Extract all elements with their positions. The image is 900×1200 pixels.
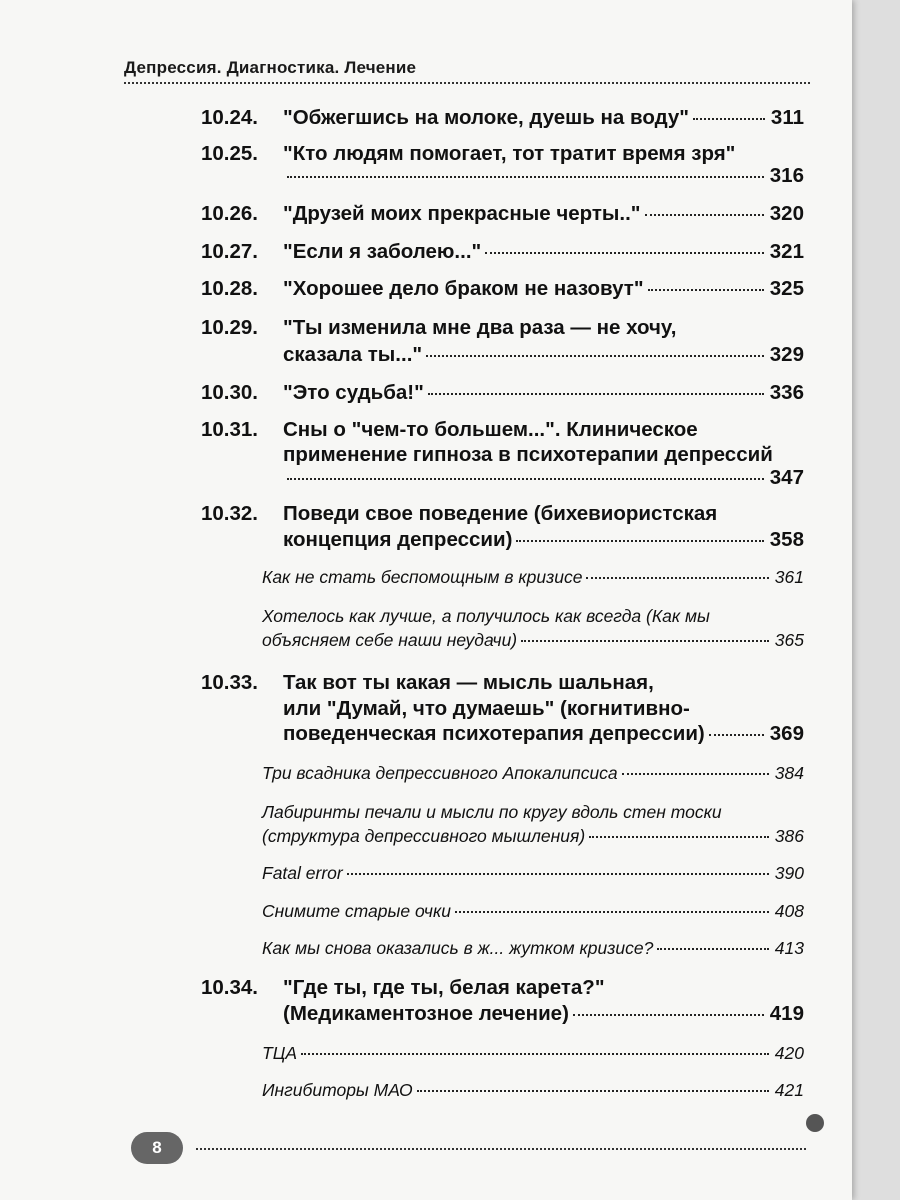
toc-leader-dots bbox=[287, 478, 764, 480]
toc-title: Три всадника депрессивного Апокалипсиса bbox=[262, 763, 618, 783]
toc-subentry-continued[interactable] bbox=[0, 826, 852, 847]
toc-leader-dots bbox=[417, 1090, 769, 1092]
toc-title-line-2: (Медикаментозное лечение) bbox=[283, 1002, 569, 1025]
toc-number: 10.34. bbox=[201, 976, 258, 999]
toc-subentry[interactable] bbox=[0, 802, 852, 823]
toc-entry-10-24[interactable] bbox=[0, 106, 852, 130]
toc-title: Как не стать беспомощным в кризисе bbox=[262, 567, 583, 587]
toc-leader-dots bbox=[287, 176, 764, 178]
footer-dotted-rule bbox=[196, 1148, 806, 1150]
toc-page-number: 320 bbox=[769, 202, 804, 225]
toc-title-line-2: объясняем себе наши неудачи) bbox=[262, 630, 518, 650]
toc-number: 10.29. bbox=[201, 316, 258, 339]
toc-leader-dots bbox=[589, 836, 769, 838]
toc-leader-dots bbox=[648, 289, 764, 291]
toc-title: ТЦА bbox=[262, 1043, 298, 1063]
toc-title-line-2: или "Думай, что думаешь" (когнитивно- bbox=[283, 697, 690, 720]
toc-entry-10-33-line-2[interactable] bbox=[0, 697, 852, 721]
toc-leader-dots bbox=[573, 1014, 764, 1016]
toc-title: "Если я заболею..." bbox=[283, 240, 482, 263]
toc-title: Ингибиторы МАО bbox=[262, 1080, 413, 1100]
toc-page-number: 329 bbox=[769, 343, 804, 366]
toc-entry-10-25-continued[interactable] bbox=[0, 164, 852, 188]
toc-leader-dots bbox=[645, 214, 764, 216]
toc-page-number: 316 bbox=[769, 164, 804, 187]
toc-subentry[interactable] bbox=[0, 863, 852, 884]
toc-leader-dots bbox=[301, 1053, 769, 1055]
toc-entry-10-26[interactable] bbox=[0, 202, 852, 226]
toc-title-line-1: Поведи свое поведение (бихевиористская bbox=[283, 502, 718, 525]
toc-page-number: 421 bbox=[774, 1080, 804, 1100]
toc-subentry[interactable] bbox=[0, 1080, 852, 1101]
toc-page-number: 325 bbox=[769, 277, 804, 300]
toc-leader-dots bbox=[521, 640, 769, 642]
toc-number: 10.31. bbox=[201, 418, 258, 441]
toc-number: 10.26. bbox=[201, 202, 258, 225]
toc-title-line-2: (структура депрессивного мышления) bbox=[262, 826, 586, 846]
toc-title-line-1: Сны о "чем-то большем...". Клиническое bbox=[283, 418, 698, 441]
toc-entry-10-33[interactable] bbox=[0, 671, 852, 695]
toc-entry-10-33-continued[interactable] bbox=[0, 722, 852, 746]
toc-page-number: 420 bbox=[774, 1043, 804, 1063]
toc-title-line-1: Лабиринты печали и мысли по кругу вдоль стен тоски bbox=[262, 802, 722, 822]
toc-number: 10.24. bbox=[201, 106, 258, 129]
toc-page-number: 390 bbox=[774, 863, 804, 883]
toc-entry-10-34[interactable] bbox=[0, 976, 852, 1000]
toc-page-number: 384 bbox=[774, 763, 804, 783]
toc-number: 10.25. bbox=[201, 142, 258, 165]
toc-leader-dots bbox=[709, 734, 764, 736]
toc-page-number: 311 bbox=[770, 106, 804, 129]
toc-subentry[interactable] bbox=[0, 763, 852, 784]
toc-entry-10-28[interactable] bbox=[0, 277, 852, 301]
toc-page-number: 413 bbox=[774, 938, 804, 958]
toc-entry-10-25[interactable] bbox=[0, 142, 852, 166]
toc-title: "Это судьба!" bbox=[283, 381, 424, 404]
decorative-dot bbox=[806, 1114, 824, 1132]
toc-entry-10-27[interactable] bbox=[0, 240, 852, 264]
toc-entry-10-32-continued[interactable] bbox=[0, 528, 852, 552]
toc-number: 10.32. bbox=[201, 502, 258, 525]
toc-entry-10-30[interactable] bbox=[0, 381, 852, 405]
toc-subentry[interactable] bbox=[0, 567, 852, 588]
toc-leader-dots bbox=[516, 540, 763, 542]
toc-entry-10-31-line-2[interactable] bbox=[0, 443, 852, 467]
toc-title-line-2: концепция депрессии) bbox=[283, 528, 513, 551]
toc-subentry[interactable] bbox=[0, 1043, 852, 1064]
toc-page-number: 361 bbox=[774, 567, 804, 587]
toc-leader-dots bbox=[622, 773, 769, 775]
toc-subentry-continued[interactable] bbox=[0, 630, 852, 651]
toc-title: "Обжегшись на молоке, дуешь на воду" bbox=[283, 106, 689, 129]
toc-entry-10-34-continued[interactable] bbox=[0, 1002, 852, 1026]
toc-number: 10.28. bbox=[201, 277, 258, 300]
toc-title: Fatal error bbox=[262, 863, 343, 883]
toc-leader-dots bbox=[347, 873, 769, 875]
toc-page-number: 369 bbox=[769, 722, 804, 745]
toc-entry-10-31-continued[interactable] bbox=[0, 466, 852, 490]
toc-page-number: 347 bbox=[769, 466, 804, 489]
toc-page-number: 408 bbox=[774, 901, 804, 921]
page-number-badge: 8 bbox=[131, 1132, 183, 1164]
toc-subentry[interactable] bbox=[0, 901, 852, 922]
running-header: Депрессия. Диагностика. Лечение bbox=[124, 58, 417, 77]
toc-title: Снимите старые очки bbox=[262, 901, 451, 921]
toc-entry-10-31[interactable] bbox=[0, 418, 852, 442]
toc-page-number: 321 bbox=[769, 240, 804, 263]
toc-leader-dots bbox=[586, 577, 768, 579]
toc-title-line-2: сказала ты..." bbox=[283, 343, 423, 366]
toc-title-line-1: "Где ты, где ты, белая карета?" bbox=[283, 976, 605, 999]
toc-title: "Хорошее дело браком не назовут" bbox=[283, 277, 644, 300]
toc-number: 10.33. bbox=[201, 671, 258, 694]
toc-number: 10.30. bbox=[201, 381, 258, 404]
toc-page-number: 365 bbox=[774, 630, 804, 650]
toc-number: 10.27. bbox=[201, 240, 258, 263]
toc-title-line-1: "Ты изменила мне два раза — не хочу, bbox=[283, 316, 677, 339]
toc-page-number: 419 bbox=[769, 1002, 804, 1025]
toc-leader-dots bbox=[426, 355, 764, 357]
toc-leader-dots bbox=[428, 393, 764, 395]
toc-title: "Кто людям помогает, тот тратит время зря" bbox=[283, 142, 736, 165]
toc-page-number: 336 bbox=[769, 381, 804, 404]
toc-title: "Друзей моих прекрасные черты.." bbox=[283, 202, 641, 225]
toc-subentry[interactable] bbox=[0, 938, 852, 959]
toc-leader-dots bbox=[455, 911, 769, 913]
toc-subentry[interactable] bbox=[0, 606, 852, 627]
toc-page-number: 386 bbox=[774, 826, 804, 846]
toc-entry-10-29[interactable] bbox=[0, 316, 852, 340]
toc-entry-10-29-continued[interactable] bbox=[0, 343, 852, 367]
toc-leader-dots bbox=[485, 252, 764, 254]
toc-leader-dots bbox=[657, 948, 768, 950]
toc-leader-dots bbox=[693, 118, 765, 120]
toc-page-number: 358 bbox=[769, 528, 804, 551]
toc-title-line-1: Хотелось как лучше, а получилось как всегда (Как мы bbox=[262, 606, 710, 626]
toc-title: Как мы снова оказались в ж... жутком кризисе? bbox=[262, 938, 654, 958]
toc-entry-10-32[interactable] bbox=[0, 502, 852, 526]
toc-title-line-1: Так вот ты какая — мысль шальная, bbox=[283, 671, 654, 694]
toc-title-line-3: поведенческая психотерапия депрессии) bbox=[283, 722, 705, 745]
toc-title-line-2: применение гипноза в психотерапии депрессий bbox=[283, 443, 773, 466]
